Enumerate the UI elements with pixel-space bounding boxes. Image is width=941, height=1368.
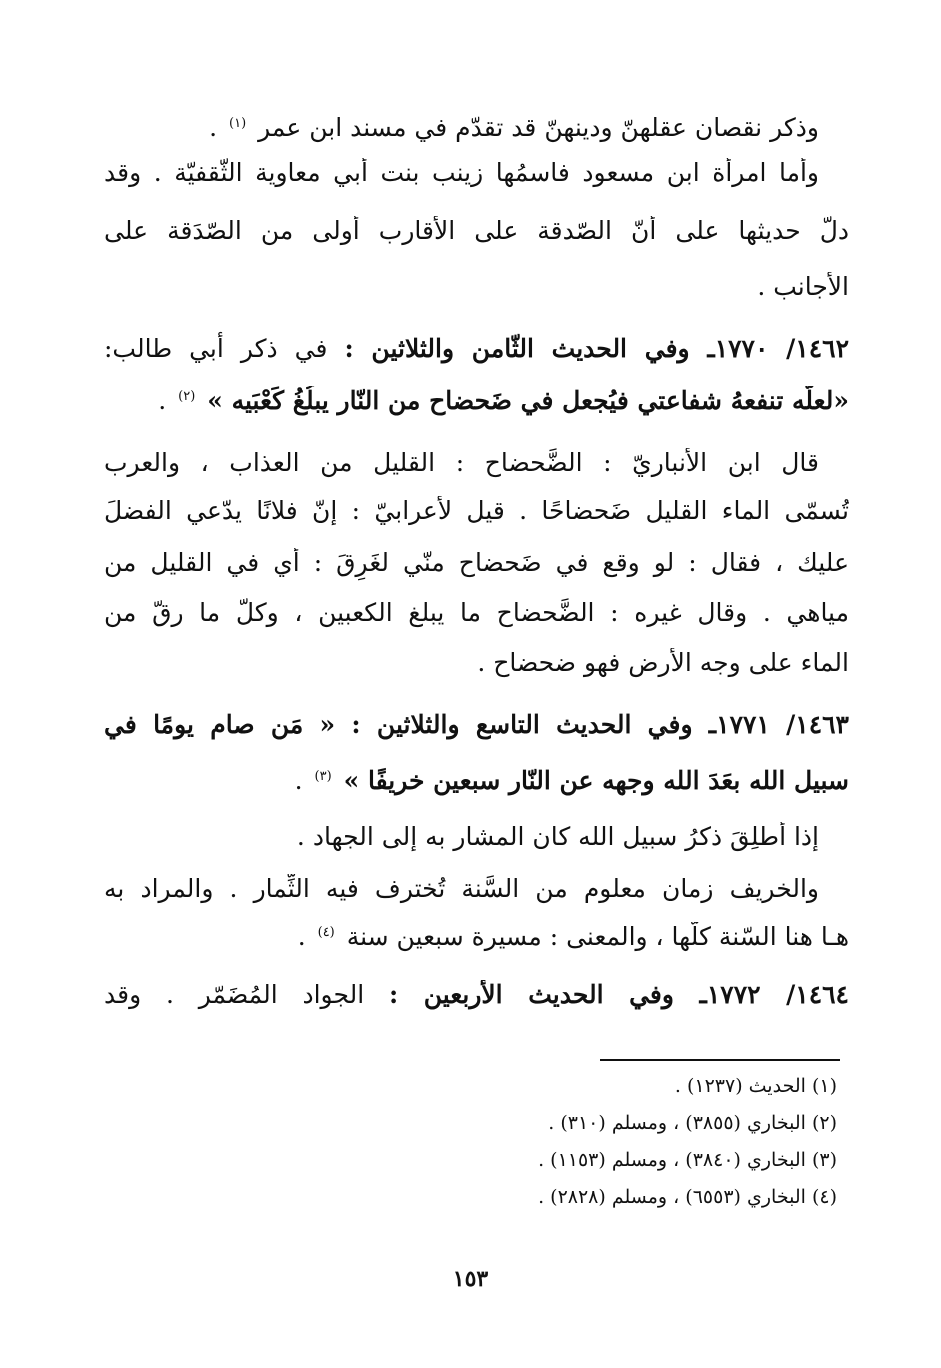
text-line: دلّ حديثها على أنّ الصّدقة على الأقارب أولى من الصّدَقة على <box>104 216 849 245</box>
footnote: (٤) البخاري (٦٥٥٣) ، ومسلم (٢٨٢٨) . <box>538 1186 837 1208</box>
text-segment: وذكر نقصان عقلهنّ ودينهنّ قد تقدّم في مسند ابن عمر <box>258 113 819 142</box>
footnotes <box>237 1075 837 1223</box>
hadith-heading-line: ١٤٦٣/ ١٧٧١ـ وفي الحديث التاسع والثلاثين : « مَن صام يومًا في <box>104 710 849 739</box>
text-line: وأما امرأة ابن مسعود فاسمُها زينب بنت أبي معاوية الثّقفيّة . وقد <box>104 158 819 187</box>
text-segment: هـا هنا السّنة كلّها ، والمعنى : مسيرة سبعين سنة <box>346 922 849 951</box>
hadith-heading-line <box>104 980 849 1030</box>
hadith-quote: «لعلّه تنفعهُ شفاعتي فيُجعل في ضَحضاح من النّار يبلُغُ كَعْبَيه » <box>207 386 849 415</box>
text-segment: الجواد المُضَمّر . وقد <box>104 980 365 1009</box>
text-line: الماء على وجه الأرض فهو ضحضاح . <box>477 648 849 677</box>
hadith-heading-line <box>104 330 849 386</box>
footnote: (١) الحديث (١٢٣٧) . <box>674 1075 837 1097</box>
hadith-quote: سبيل الله بعَدَ الله وجهه عن النّار سبعين خريفًا » <box>343 766 849 795</box>
text-line: وذكر نقصان عقلهنّ ودينهنّ قد تقدّم في مسند ابن عمر $^{(١)}$ . <box>209 113 819 142</box>
text-line: عليك ، فقال : لو وقع في ضَحضاح منّي لغَرِقَ : أي في القليل من <box>104 548 849 577</box>
footnote-ref: (٢) <box>178 388 196 404</box>
hadith-quote-line: سبيل الله بعَدَ الله وجهه عن النّار سبعين خريفًا » $^{(٣)}$ . <box>294 766 849 795</box>
text-line: الأجانب . <box>757 272 849 301</box>
footnote: (٢) البخاري (٣٨٥٥) ، ومسلم (٣١٠) . <box>548 1112 837 1134</box>
hadith-number-heading: ١٤٦٤/ ١٧٧٢ـ وفي الحديث الأربعين : <box>388 980 849 1009</box>
text-line: قال ابن الأنباريّ : الضَّحضاح : القليل من العذاب ، والعرب <box>104 448 819 477</box>
hadith-number-heading: ١٤٦٢/ ١٧٧٠ـ وفي الحديث الثّامن والثلاثين : <box>344 334 849 363</box>
footnote-ref: (٣) <box>314 768 332 784</box>
text-segment: في ذكر أبي طالب: <box>104 334 328 363</box>
footnote-divider <box>600 1059 840 1061</box>
text-line: هـا هنا السّنة كلّها ، والمعنى : مسيرة سبعين سنة $^{(٤)}$ . <box>297 922 849 951</box>
footnote: (٣) البخاري (٣٨٤٠) ، ومسلم (١١٥٣) . <box>538 1149 837 1171</box>
page-body <box>104 98 849 1030</box>
text-line: تُسمّى الماء القليل ضَحضاحًا . قيل لأعرابيّ : إنّ فلانًا يدّعي الفضلَ <box>104 496 849 525</box>
text-line: إذا أُطلِقَ ذكرُ سبيل الله كان المشار به إلى الجهاد . <box>296 822 819 851</box>
footnote-ref: (٤) <box>317 924 335 940</box>
text-line: مياهي . وقال غيره : الضَّحضاح ما يبلغ الكعبين ، وكلّ ما رقّ من <box>104 598 849 627</box>
footnote-ref: (١) <box>229 115 247 131</box>
text-line: والخريف زمان معلوم من السَّنة تُخترف فيه الثِّمار . والمراد به <box>104 874 819 903</box>
hadith-quote-line: «لعلّه تنفعهُ شفاعتي فيُجعل في ضَحضاح من النّار يبلُغُ كَعْبَيه » $^{(٢)}$ . <box>158 386 849 415</box>
page-number: ١٥٣ <box>452 1266 489 1292</box>
